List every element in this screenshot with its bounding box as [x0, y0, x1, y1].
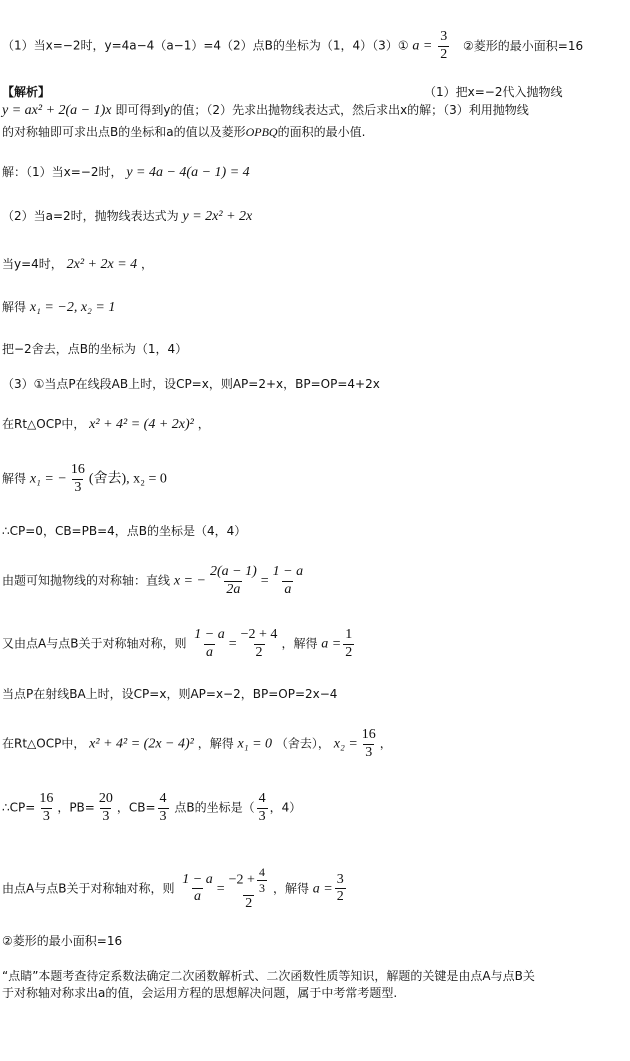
step11-num3: 1 — [345, 627, 353, 642]
step3-text: 当y=4时， — [2, 257, 63, 271]
answer-numerator: 3 — [440, 29, 448, 44]
step14-c: ，CB= — [116, 800, 156, 815]
answer-part1: （1）当x=−2时，y=4a−4（a−1）=4（2）点B的坐标为（1，4）（3）① — [2, 38, 409, 53]
step15-frac2 — [227, 866, 271, 912]
step15-num1: 1 − a — [182, 871, 213, 887]
solution-step7 — [2, 418, 210, 432]
step15-frac3 — [335, 873, 346, 905]
step7-math: x² + 4² = (4 + 2x)² — [89, 417, 194, 432]
solution-step2 — [2, 210, 252, 224]
step14-a: ∴CP= — [2, 800, 36, 815]
analysis-right-text: （1）把x=−2代入抛物线 — [424, 85, 563, 99]
step3-math: 2x² + 2x = 4 — [66, 257, 138, 272]
step14-frac4 — [257, 792, 268, 824]
answer-line — [2, 30, 583, 62]
step15-mid: ，解得 — [272, 881, 309, 896]
answer-part2: ②菱形的最小面积=16 — [463, 38, 584, 53]
answer-denominator: 2 — [440, 46, 448, 62]
analysis-line3-b: 的面积的最小值. — [277, 125, 366, 139]
step11-frac2 — [239, 628, 280, 660]
step14-n4: 4 — [258, 791, 266, 806]
step10-den1: 2a — [226, 581, 241, 597]
solution-step14 — [2, 792, 301, 824]
step14-b: ，PB= — [57, 800, 95, 815]
analysis-line3 — [2, 126, 365, 138]
step15-den3: 2 — [336, 889, 344, 905]
step2-math: y = 2x² + 2x — [182, 209, 253, 224]
step11-frac3 — [343, 628, 354, 660]
step15-num2a: −2 + — [228, 872, 255, 888]
step8-den: 3 — [74, 479, 82, 495]
step13-skip: （舍去）， — [275, 736, 330, 751]
step14-frac1 — [37, 792, 55, 824]
answer-a-eq: a = — [412, 38, 433, 54]
step10-text: 由题可知抛物线的对称轴：直线 — [2, 573, 171, 588]
step11-text: 又由点A与点B关于对称轴对称，则 — [2, 636, 187, 651]
step15-inner-den: 3 — [258, 880, 265, 895]
step14-e: ，4） — [269, 800, 302, 815]
step1-math: y = 4a − 4(a − 1) = 4 — [126, 165, 250, 180]
step15-frac1 — [180, 873, 214, 905]
step10-num2: 1 − a — [272, 564, 304, 579]
step14-d3: 3 — [159, 808, 167, 824]
step14-frac2 — [97, 792, 115, 824]
step14-d1: 3 — [42, 808, 50, 824]
step11-frac1 — [192, 628, 226, 660]
solution-step6: （3）①当点P在线段AB上时，设CP=x，则AP=2+x，BP=OP=4+2x — [2, 377, 380, 391]
step13-num: 16 — [361, 727, 376, 742]
solution-step9: ∴CP=0，CB=PB=4，点B的坐标是（4，4） — [2, 524, 247, 538]
step4-text: 解得 — [2, 300, 27, 314]
step13-end: ， — [379, 736, 392, 751]
step15-den2: 2 — [245, 896, 253, 912]
step11-a: a = — [321, 636, 342, 652]
step4-math: x₁ = −2, x₂ = 1 — [29, 300, 116, 315]
step8-text: 解得 — [2, 471, 27, 486]
step15-inner-frac — [257, 866, 267, 894]
step14-n3: 4 — [159, 791, 167, 806]
solution-step11 — [2, 628, 356, 660]
step10-den2: a — [284, 581, 292, 597]
step15-num2 — [227, 866, 271, 895]
step2-text: （2）当a=2时，抛物线表达式为 — [2, 209, 179, 223]
analysis-formula: y = ax² + 2(a − 1)x — [2, 103, 112, 118]
analysis-line3-a: 的对称轴即可求出点B的坐标和a的值以及菱形 — [2, 125, 246, 139]
step11-mid: ，解得 — [281, 636, 318, 651]
step15-num3: 3 — [336, 871, 344, 887]
step13-mid: ，解得 — [197, 736, 234, 751]
analysis-line2-text: 即可得到y的值；（2）先求出抛物线表达式，然后求出x的解；（3）利用抛物线 — [111, 103, 529, 117]
step10-x: x = − — [173, 573, 206, 589]
step3-end: ， — [140, 257, 153, 271]
step15-text: 由点A与点B关于对称轴对称，则 — [2, 881, 175, 896]
analysis-opbq: OPBQ — [245, 125, 278, 139]
step10-eq: = — [260, 573, 269, 589]
analysis-line2 — [2, 104, 529, 118]
solution-step3 — [2, 258, 153, 272]
solution-step16: ②菱形的最小面积=16 — [2, 934, 123, 948]
step14-frac3 — [158, 792, 169, 824]
step8-fraction — [69, 463, 87, 495]
step7-text: 在Rt△OCP中， — [2, 417, 86, 431]
step8-rest: (舍去), x₂ = 0 — [88, 471, 167, 487]
step7-end: ， — [197, 417, 210, 431]
solution-step10 — [2, 565, 307, 597]
step10-num1: 2(a − 1) — [209, 564, 257, 579]
solution-step13 — [2, 728, 392, 760]
step15-eq: = — [216, 881, 225, 897]
step10-frac1 — [208, 565, 259, 597]
step11-den2: 2 — [255, 644, 263, 660]
step11-den3: 2 — [345, 644, 353, 660]
step13-den: 3 — [365, 744, 373, 760]
solution-step8 — [2, 463, 167, 495]
step8-num: 16 — [70, 462, 85, 477]
step13-x1: x₁ = 0 — [237, 736, 273, 752]
solution-step5: 把−2舍去，点B的坐标为（1，4） — [2, 342, 188, 356]
step11-den1: a — [206, 644, 213, 660]
answer-fraction — [438, 30, 449, 62]
step14-d: 点B的坐标是（ — [170, 800, 255, 815]
step15-den1: a — [194, 889, 201, 905]
comment-line2: 于对称轴对称求出a的值，会运用方程的思想解决问题，属于中考常考题型. — [2, 986, 398, 1000]
step14-d2: 3 — [102, 808, 110, 824]
analysis-heading: 【解析】 — [2, 85, 51, 99]
step15-a: a = — [312, 881, 333, 897]
step11-num2: −2 + 4 — [240, 627, 278, 642]
step10-frac2 — [271, 565, 305, 597]
step15-inner-num: 4 — [258, 865, 265, 879]
step11-eq: = — [228, 636, 237, 652]
solution-step4 — [2, 301, 115, 315]
solution-step1 — [2, 166, 250, 180]
step1-text: 解：（1）当x=−2时， — [2, 165, 123, 179]
step13-math: x² + 4² = (2x − 4)² — [89, 736, 194, 752]
step13-x2: x₂ = — [333, 736, 358, 752]
step11-num1: 1 − a — [194, 627, 225, 642]
step14-d4: 3 — [258, 808, 266, 824]
step13-text: 在Rt△OCP中， — [2, 736, 86, 751]
step14-n2: 20 — [98, 791, 113, 806]
step14-n1: 16 — [39, 791, 54, 806]
comment-line1: “点睛”本题考查待定系数法确定二次函数解析式、二次函数性质等知识，解题的关键是由点A与点B关 — [2, 969, 535, 983]
step8-x1: x₁ = − — [29, 471, 67, 487]
solution-step15 — [2, 866, 348, 912]
step13-frac — [360, 728, 378, 760]
solution-step12: 当点P在射线BA上时，设CP=x，则AP=x−2，BP=OP=2x−4 — [2, 687, 338, 701]
